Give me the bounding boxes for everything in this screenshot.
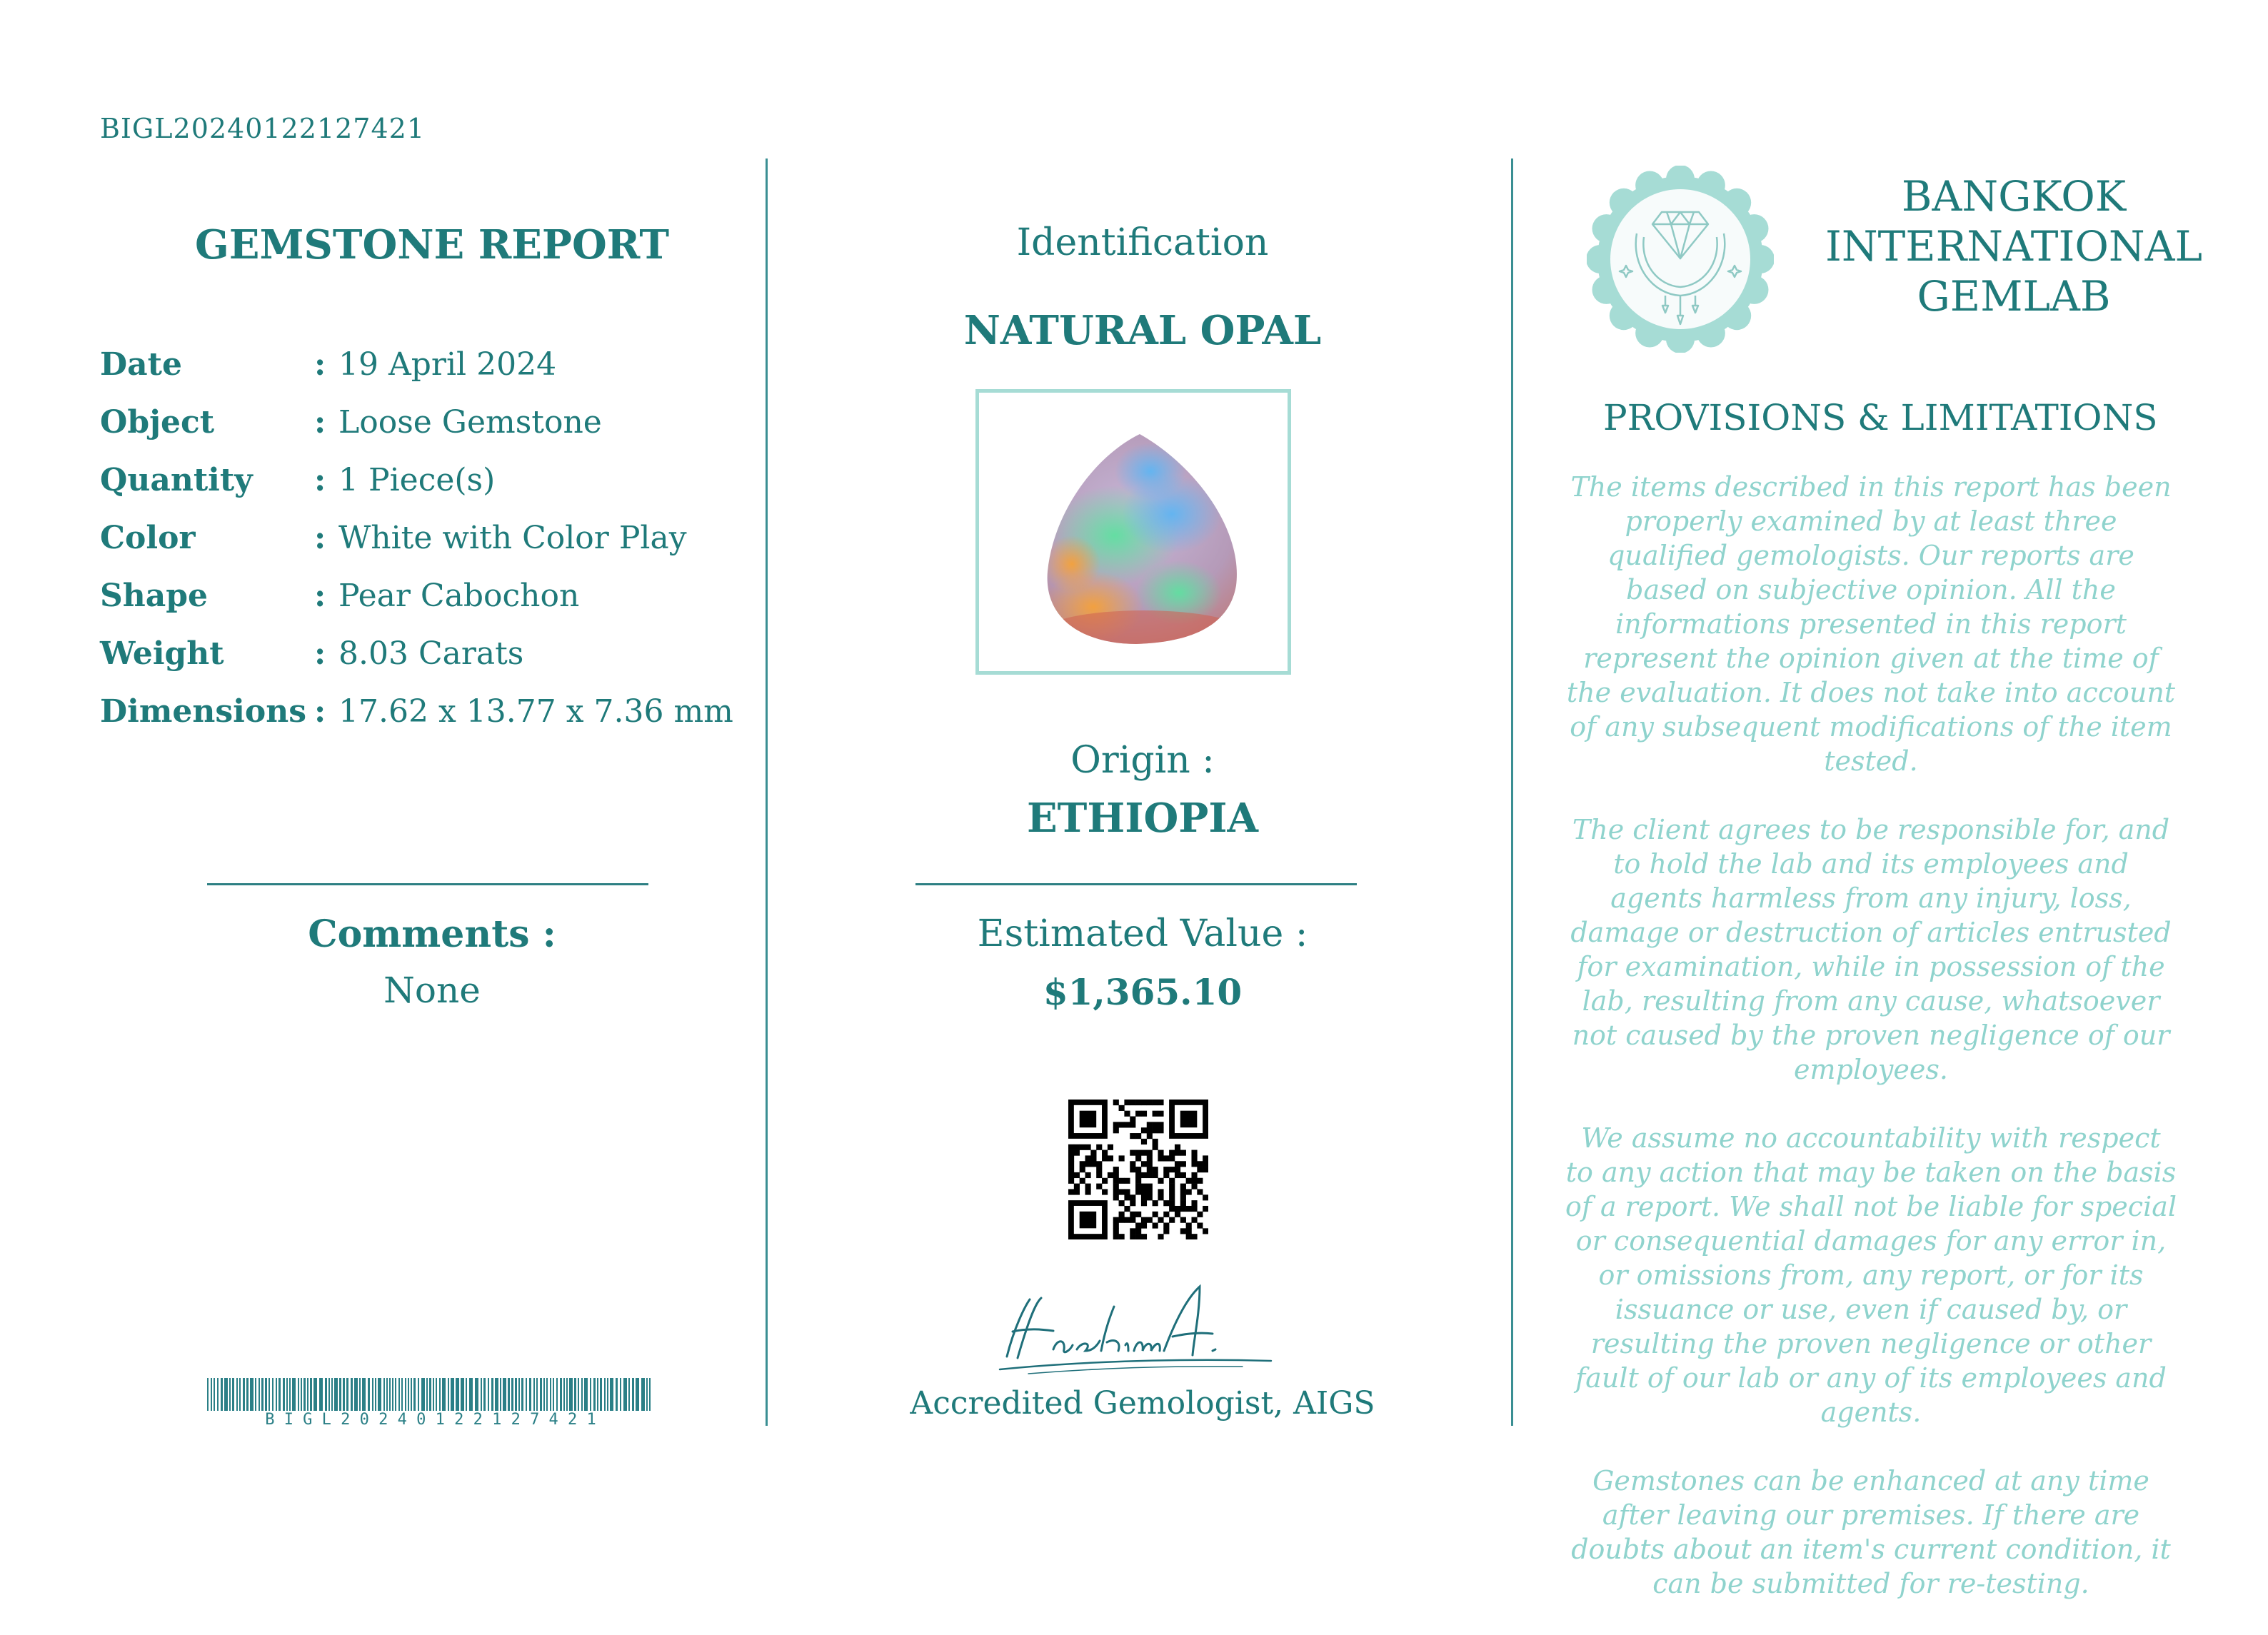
detail-colon: : bbox=[314, 635, 326, 672]
detail-row-object bbox=[100, 393, 733, 451]
signature-text bbox=[985, 1349, 989, 1350]
lab-name-line-1: BANGKOK bbox=[1901, 172, 2127, 221]
report-title: GEMSTONE REPORT bbox=[194, 221, 670, 268]
identification-value: NATURAL OPAL bbox=[963, 307, 1322, 354]
detail-label: Dimensions bbox=[100, 693, 307, 730]
detail-value: Loose Gemstone bbox=[338, 404, 602, 441]
identification-label: Identification bbox=[1016, 221, 1269, 264]
gem-photo-frame bbox=[975, 389, 1291, 675]
detail-value: 1 Piece(s) bbox=[338, 462, 496, 498]
barcode-image bbox=[207, 1378, 654, 1411]
detail-label: Shape bbox=[100, 578, 209, 614]
lab-name bbox=[1814, 171, 2214, 321]
lab-seal-logo bbox=[1587, 166, 1774, 353]
column-divider-left bbox=[766, 159, 768, 1426]
detail-colon: : bbox=[314, 346, 326, 383]
column-divider-right bbox=[1511, 159, 1513, 1426]
origin-value: ETHIOPIA bbox=[1027, 795, 1258, 842]
comments-divider bbox=[207, 883, 648, 885]
estimated-value-label: Estimated Value : bbox=[977, 912, 1308, 955]
detail-row-color bbox=[100, 509, 733, 567]
detail-row-weight bbox=[100, 625, 733, 683]
value-divider bbox=[915, 883, 1357, 885]
lab-name-line-2: INTERNATIONAL bbox=[1825, 222, 2203, 271]
detail-value: 19 April 2024 bbox=[338, 346, 557, 383]
provisions-paragraph-4: Gemstones can be enhanced at any time after leaving our premises. If there are doubts about an item's current condition, it can be submitted for re-testing. bbox=[1571, 1465, 2171, 1599]
qr-code[interactable] bbox=[1068, 1100, 1208, 1239]
report-number: BIGL20240122127421 bbox=[100, 113, 425, 144]
detail-row-date bbox=[100, 336, 733, 393]
detail-value: 8.03 Carats bbox=[338, 635, 524, 672]
provisions-text bbox=[1564, 470, 2178, 1635]
opal-image bbox=[979, 393, 1288, 671]
detail-label: Date bbox=[100, 346, 182, 383]
detail-label: Object bbox=[100, 404, 215, 441]
origin-label: Origin : bbox=[1070, 739, 1215, 782]
detail-label: Color bbox=[100, 520, 196, 556]
detail-colon: : bbox=[314, 693, 326, 730]
provisions-paragraph-2: The client agrees to be responsible for, and to hold the lab and its employees and agents harmless from any injury, loss, damage or destruction of articles entrusted for examination, while in possession of the lab, resulting from any cause, whatsoever not caused by the proven negligence of our employees. bbox=[1570, 814, 2172, 1085]
provisions-paragraph-3: We assume no accountability with respect to any action that may be taken on the basis of a report. We shall not be liable for special or consequential damages for any error in, or omissions from, any report, or for its issuance or use, even if caused by, or resulting the proven negligence or other fault of our lab or any of its employees and agents. bbox=[1565, 1122, 2177, 1428]
details-list bbox=[100, 336, 733, 740]
lab-name-line-3: GEMLAB bbox=[1917, 272, 2111, 321]
detail-value: 17.62 x 13.77 x 7.36 mm bbox=[338, 693, 733, 730]
detail-row-shape bbox=[100, 567, 733, 625]
detail-row-dimensions bbox=[100, 683, 733, 740]
barcode-text: B I G L 2 0 2 4 0 1 2 2 1 2 7 4 2 1 bbox=[265, 1411, 596, 1429]
detail-row-quantity bbox=[100, 451, 733, 509]
provisions-paragraph-1: The items described in this report has been properly examined by at least three qualified gemologists. Our reports are based on subjective opinion. All the informations presented in this report represent the opinion given at the time of the evaluation. It does not take into account of any subsequent modifications of the item tested. bbox=[1566, 471, 2176, 777]
detail-colon: : bbox=[314, 578, 326, 614]
detail-value: White with Color Play bbox=[338, 520, 687, 556]
detail-value: Pear Cabochon bbox=[338, 578, 580, 614]
comments-label: Comments : bbox=[308, 912, 556, 956]
detail-label: Quantity bbox=[100, 462, 253, 498]
detail-label: Weight bbox=[100, 635, 224, 672]
signature-image bbox=[985, 1271, 1285, 1385]
detail-colon: : bbox=[314, 462, 326, 498]
signer-title: Accredited Gemologist, AIGS bbox=[910, 1385, 1375, 1422]
detail-colon: : bbox=[314, 404, 326, 441]
detail-colon: : bbox=[314, 520, 326, 556]
estimated-value-amount: $1,365.10 bbox=[1043, 971, 1243, 1013]
comments-value: None bbox=[383, 970, 481, 1011]
provisions-title: PROVISIONS & LIMITATIONS bbox=[1603, 397, 2158, 438]
